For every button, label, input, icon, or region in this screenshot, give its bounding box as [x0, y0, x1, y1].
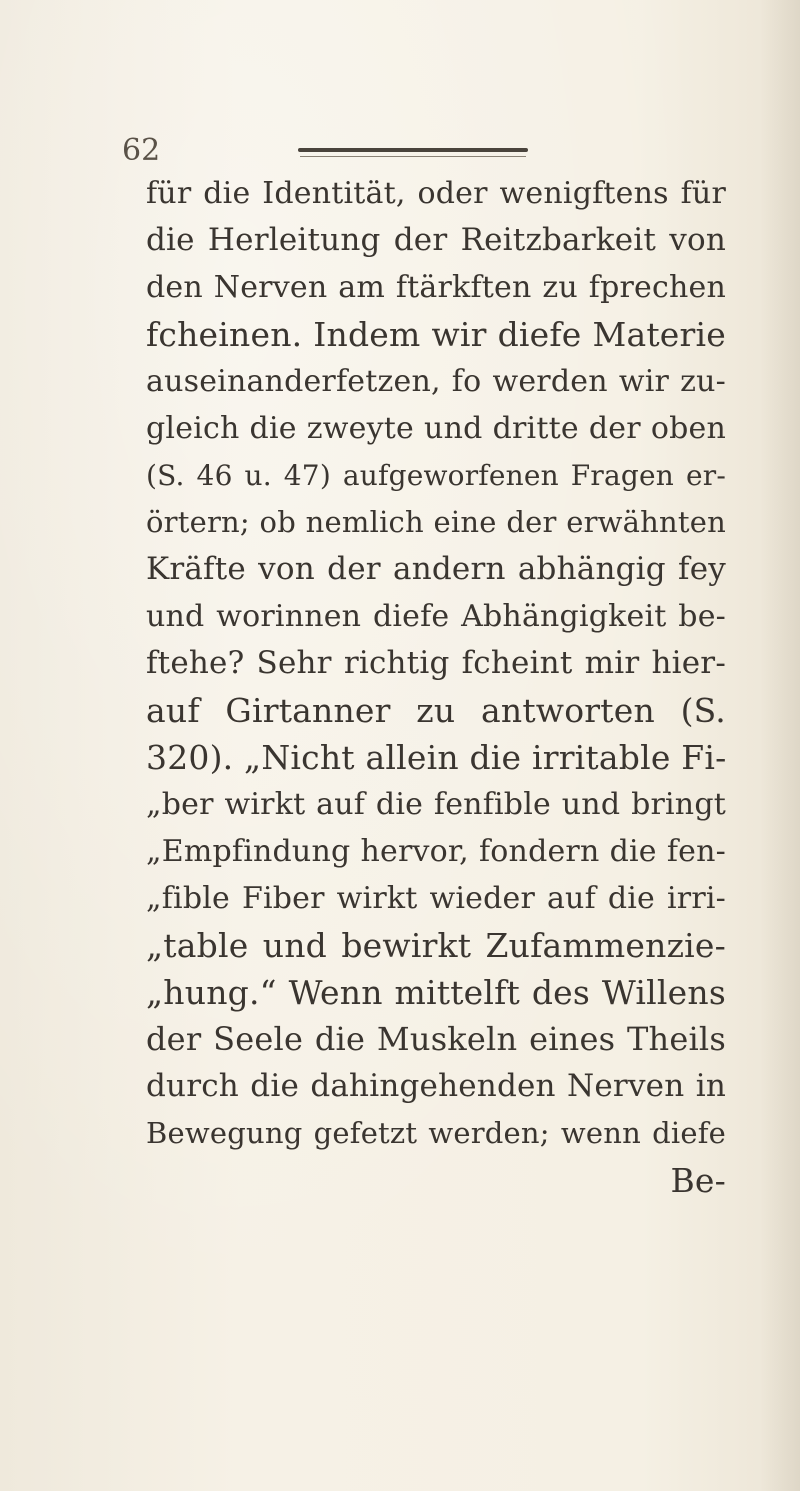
text-line: auf Girtanner zu antworten (S. [146, 691, 726, 730]
header-rule [298, 148, 528, 152]
text-line: für die Identität, oder wenigftens für [146, 176, 726, 211]
text-line: fcheinen. Indem wir diefe Materie [146, 315, 726, 354]
page-number: 62 [122, 133, 161, 168]
text-line: „hung.“ Wenn mittelft des Willens [146, 973, 726, 1012]
text-line: durch die dahingehenden Nerven in [146, 1068, 726, 1104]
catchword: Be- [670, 1161, 726, 1200]
text-line: 320). „Nicht allein die irritable Fi- [146, 738, 727, 777]
text-line: ftehe? Sehr richtig fcheint mir hier- [146, 645, 726, 681]
text-line: den Nerven am ftärkften zu fprechen [146, 270, 726, 305]
text-line: und worinnen diefe Abhängigkeit be- [146, 599, 726, 634]
text-line: der Seele die Muskeln eines Theils [146, 1020, 726, 1058]
text-line: auseinanderfetzen, fo werden wir zu- [146, 364, 726, 399]
text-line: (S. 46 u. 47) aufgeworfenen Fragen er- [146, 459, 726, 492]
body-text [146, 170, 726, 1204]
text-line: die Herleitung der Reitzbarkeit von [146, 222, 726, 258]
text-line: „table und bewirkt Zufammenzie- [146, 926, 726, 965]
text-line: gleich die zweyte und dritte der oben [146, 411, 726, 446]
text-line: örtern; ob nemlich eine der erwähnten [146, 505, 726, 539]
header-rule-thin [300, 156, 526, 157]
page-edge-shadow [760, 0, 800, 1491]
text-line: Kräfte von der andern abhängig fey [146, 551, 726, 587]
text-line: „fible Fiber wirkt wieder auf die irri- [146, 881, 726, 916]
text-line: „Empfindung hervor, fondern die fen- [146, 834, 726, 869]
text-line: Bewegung gefetzt werden; wenn diefe [146, 1116, 726, 1150]
text-line: „ber wirkt auf die fenfible und bringt [146, 787, 726, 822]
